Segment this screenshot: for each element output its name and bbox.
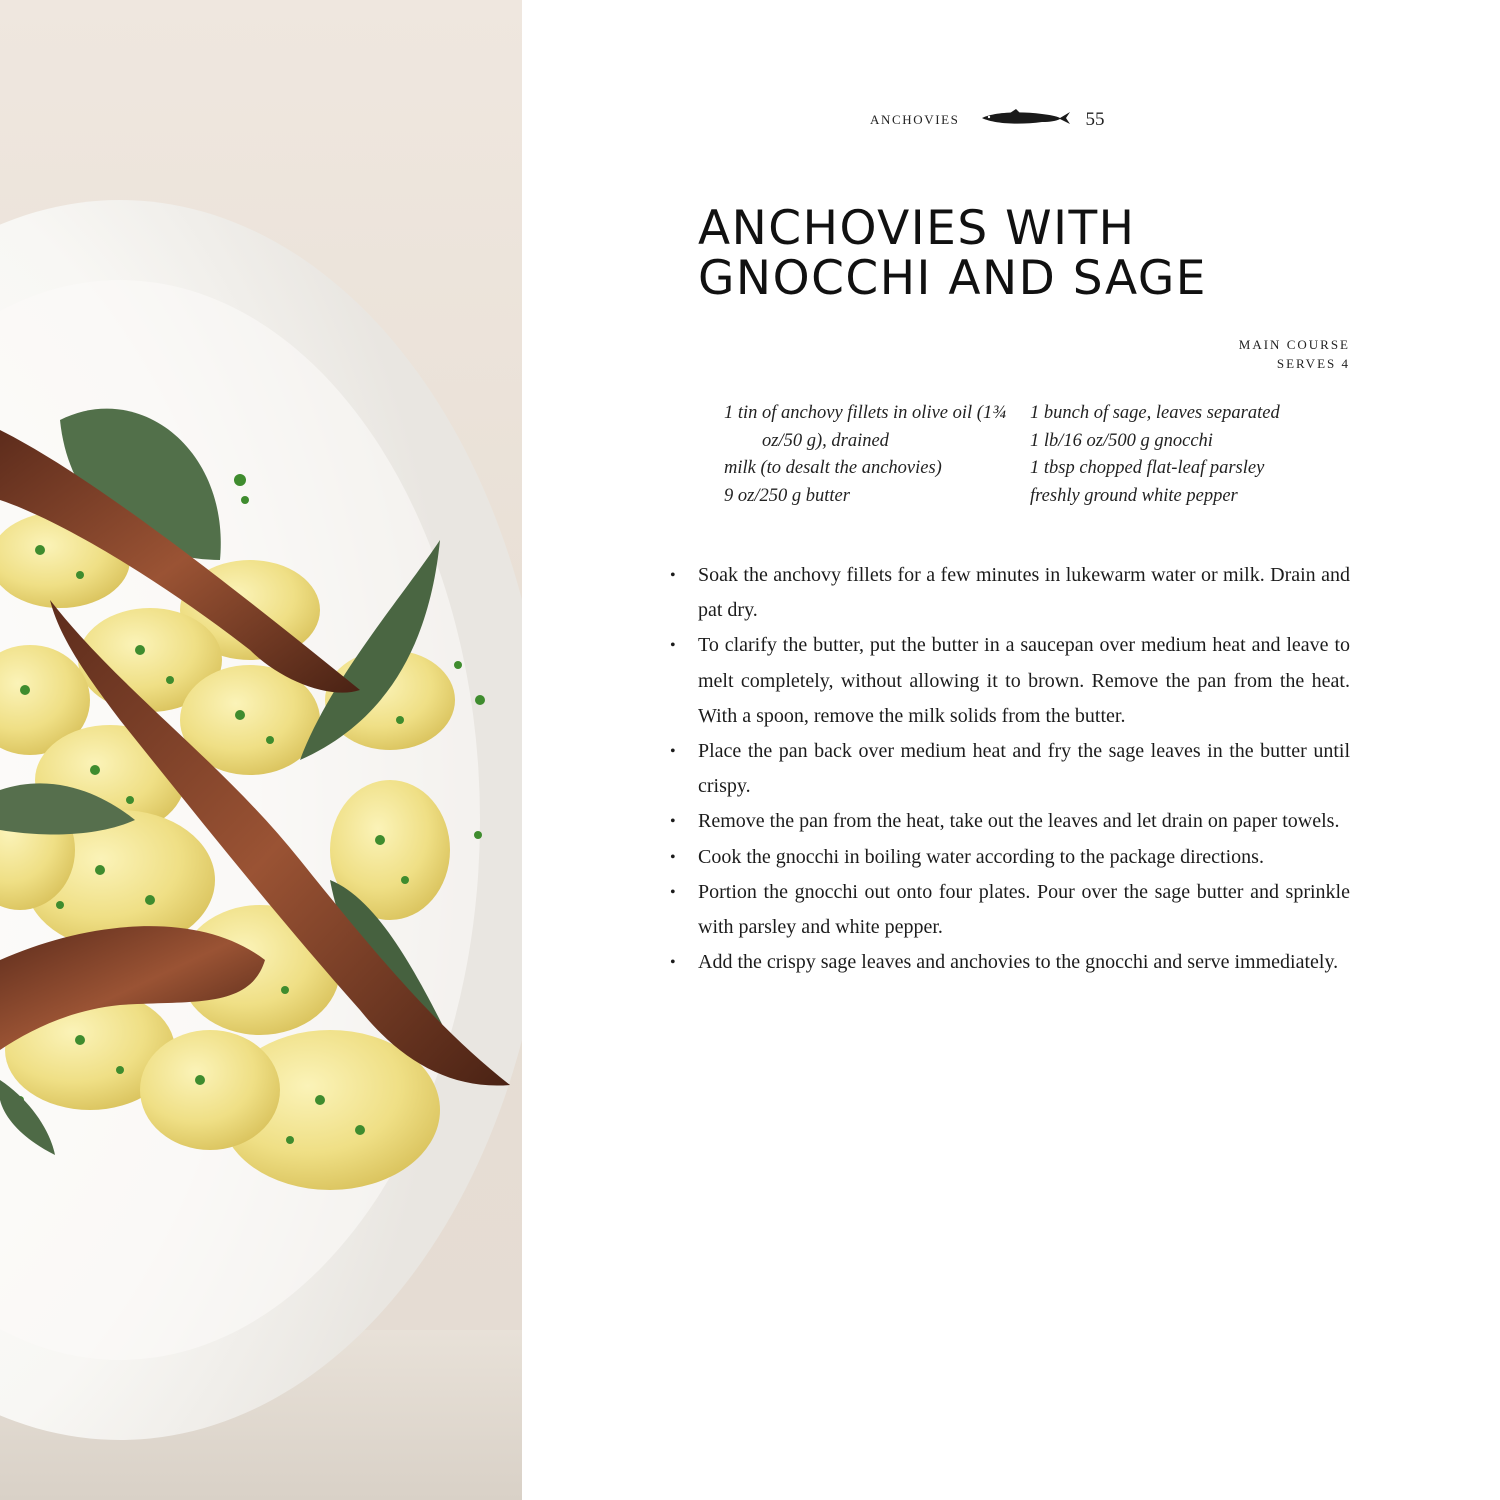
method-step [670,804,1350,839]
ingredients-column-2 [1030,400,1280,510]
serves-label: SERVES 4 [1276,356,1350,371]
method-step [670,628,1350,734]
method-step-text: Soak the anchovy fillets for a few minutes in lukewarm water or milk. Drain and pat dry. [698,564,1350,622]
gnocchi-dish-illustration [0,0,522,1500]
method-step-text: Remove the pan from the heat, take out the leaves and let drain on paper towels. [698,810,1340,833]
ingredient-item: 1 tbsp chopped flat-leaf parsley [1030,458,1265,478]
method-step [670,875,1350,945]
method-step [670,734,1350,804]
method-step-text: Cook the gnocchi in boiling water according to the package directions. [698,845,1264,868]
bullet: • [670,883,676,901]
food-photo [0,0,522,1500]
ingredient-item: 1 tin of anchovy fillets in olive oil (1¾ oz/50 g), drained [724,403,1007,451]
recipe-title-line2: GNOCCHI AND SAGE [698,251,1207,306]
ingredient-item: 9 oz/250 g butter [724,485,850,506]
course-info [1239,335,1350,373]
course-label: MAIN COURSE [1238,337,1350,352]
ingredient-item: milk (to desalt the anchovies) [724,458,942,478]
bullet: • [670,567,676,584]
running-head [870,108,1105,132]
bullet: • [670,848,676,866]
method-steps [670,558,1350,980]
ingredient-item: 1 bunch of sage, leaves separated [1030,403,1280,423]
ingredient-item: 1 lb/16 oz/500 g gnocchi [1030,430,1213,451]
bullet: • [670,954,676,972]
section-title: ANCHOVIES [870,112,960,127]
bullet: • [670,743,676,761]
method-step [670,840,1350,875]
fish-icon [980,109,1072,132]
method-step-text: Portion the gnocchi out onto four plates. Pour over the sage butter and sprinkle with parsley and white pepper. [698,880,1350,939]
recipe-title [698,201,1418,306]
ingredient-item: freshly ground white pepper [1030,485,1238,506]
method-step-text: Place the pan back over medium heat and fry the sage leaves in the butter until crispy. [698,740,1350,798]
page-number: 55 [1085,109,1105,130]
ingredients-list [724,400,1350,510]
method-step-text: To clarify the butter, put the butter in a saucepan over medium heat and leave to melt completely, without allowing it to brown. Remove the pan from the heat. With a spoon, remove the milk solids from the butter. [698,634,1350,727]
method-step [670,558,1350,628]
bullet: • [670,813,676,831]
method-step-text: Add the crispy sage leaves and anchovies to the gnocchi and serve immediately. [698,951,1339,974]
bullet: • [670,637,676,655]
recipe-title-line1: ANCHOVIES WITH [698,201,1136,256]
ingredients-column-1 [724,400,1030,510]
method-step [670,945,1350,980]
